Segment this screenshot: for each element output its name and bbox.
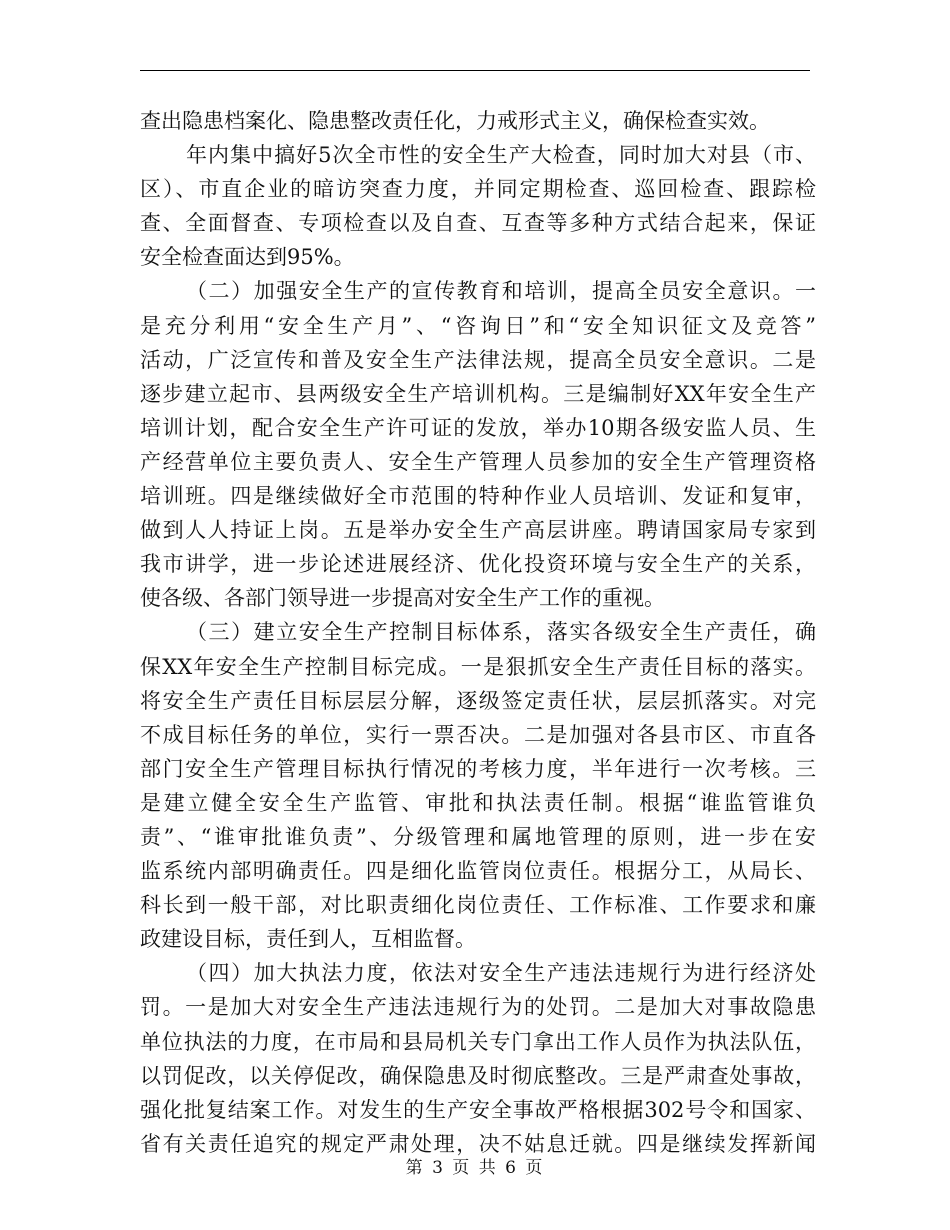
text-line: 查出隐患档案化、隐患整改责任化，力戒形式主义，确保检查实效。: [140, 109, 770, 133]
header-rule: [140, 70, 810, 71]
text-line: 将安全生产责任目标层层分解，逐级签定责任状，层层抓落实。对完: [140, 688, 816, 713]
text-line: 以罚促改，以关停促改，确保隐患及时彻底整改。三是严肃查处事故，: [140, 1063, 816, 1088]
text-line: 活动，广泛宣传和普及安全生产法律法规，提高全员安全意识。二是: [140, 347, 816, 372]
text-line: 培训班。四是继续做好全市范围的特种作业人员培训、发证和复审，: [140, 484, 816, 509]
text-line: 责”、“谁审批谁负责”、分级管理和属地管理的原则，进一步在安: [140, 824, 816, 849]
paragraph-start: 年内集中搞好5次全市性的安全生产大检查，同时加大对县（市、: [186, 143, 816, 168]
text-line: 罚。一是加大对安全生产违法违规行为的处罚。二是加大对事故隐患: [140, 995, 816, 1020]
text-line: 科长到一般干部，对比职责细化岗位责任、工作标准、工作要求和廉: [140, 893, 816, 918]
text-line: 部门安全生产管理目标执行情况的考核力度，半年进行一次考核。三: [140, 756, 816, 781]
page-number-footer: 第 3 页 共 6 页: [405, 1158, 545, 1178]
section-heading-2: （二）加强安全生产的宣传教育和培训，提高全员安全意识。一: [186, 279, 816, 304]
text-line: 保XX年安全生产控制目标完成。一是狠抓安全生产责任目标的落实。: [140, 654, 816, 679]
text-line: 逐步建立起市、县两级安全生产培训机构。三是编制好XX年安全生产: [140, 381, 816, 406]
text-line: 是充分利用“安全生产月”、“咨询日”和“安全知识征文及竞答”: [140, 313, 816, 338]
text-line: 做到人人持证上岗。五是举办安全生产高层讲座。聘请国家局专家到: [140, 518, 816, 543]
text-line: 强化批复结案工作。对发生的生产安全事故严格根据302号令和国家、: [140, 1097, 816, 1122]
document-body: [140, 104, 816, 1161]
text-line: 不成目标任务的单位，实行一票否决。二是加强对各县市区、市直各: [140, 722, 816, 747]
text-line: 省有关责任追究的规定严肃处理，决不姑息迁就。四是继续发挥新闻: [140, 1131, 816, 1156]
text-line: 我市讲学，进一步论述进展经济、优化投资环境与安全生产的关系，: [140, 552, 816, 577]
text-line: 查、全面督查、专项检查以及自查、互查等多种方式结合起来，保证: [140, 211, 816, 236]
text-line: 安全检查面达到95%。: [140, 245, 355, 270]
text-line: 监系统内部明确责任。四是细化监管岗位责任。根据分工，从局长、: [140, 859, 816, 884]
text-line: 政建设目标，责任到人，互相监督。: [140, 927, 476, 952]
text-line: 区）、市直企业的暗访突查力度，并同定期检查、巡回检查、跟踪检: [140, 177, 816, 202]
text-line: 产经营单位主要负责人、安全生产管理人员参加的安全生产管理资格: [140, 449, 816, 474]
section-heading-3: （三）建立安全生产控制目标体系，落实各级安全生产责任，确: [186, 620, 816, 645]
text-line: 单位执法的力度，在市局和县局机关专门拿出工作人员作为执法队伍，: [140, 1029, 816, 1054]
text-line: 是建立健全安全生产监管、审批和执法责任制。根据“谁监管谁负: [140, 790, 816, 815]
section-heading-4: （四）加大执法力度，依法对安全生产违法违规行为进行经济处: [186, 961, 816, 986]
text-line: 培训计划，配合安全生产许可证的发放，举办10期各级安监人员、生: [140, 415, 816, 440]
text-line: 使各级、各部门领导进一步提高对安全生产工作的重视。: [140, 586, 665, 611]
